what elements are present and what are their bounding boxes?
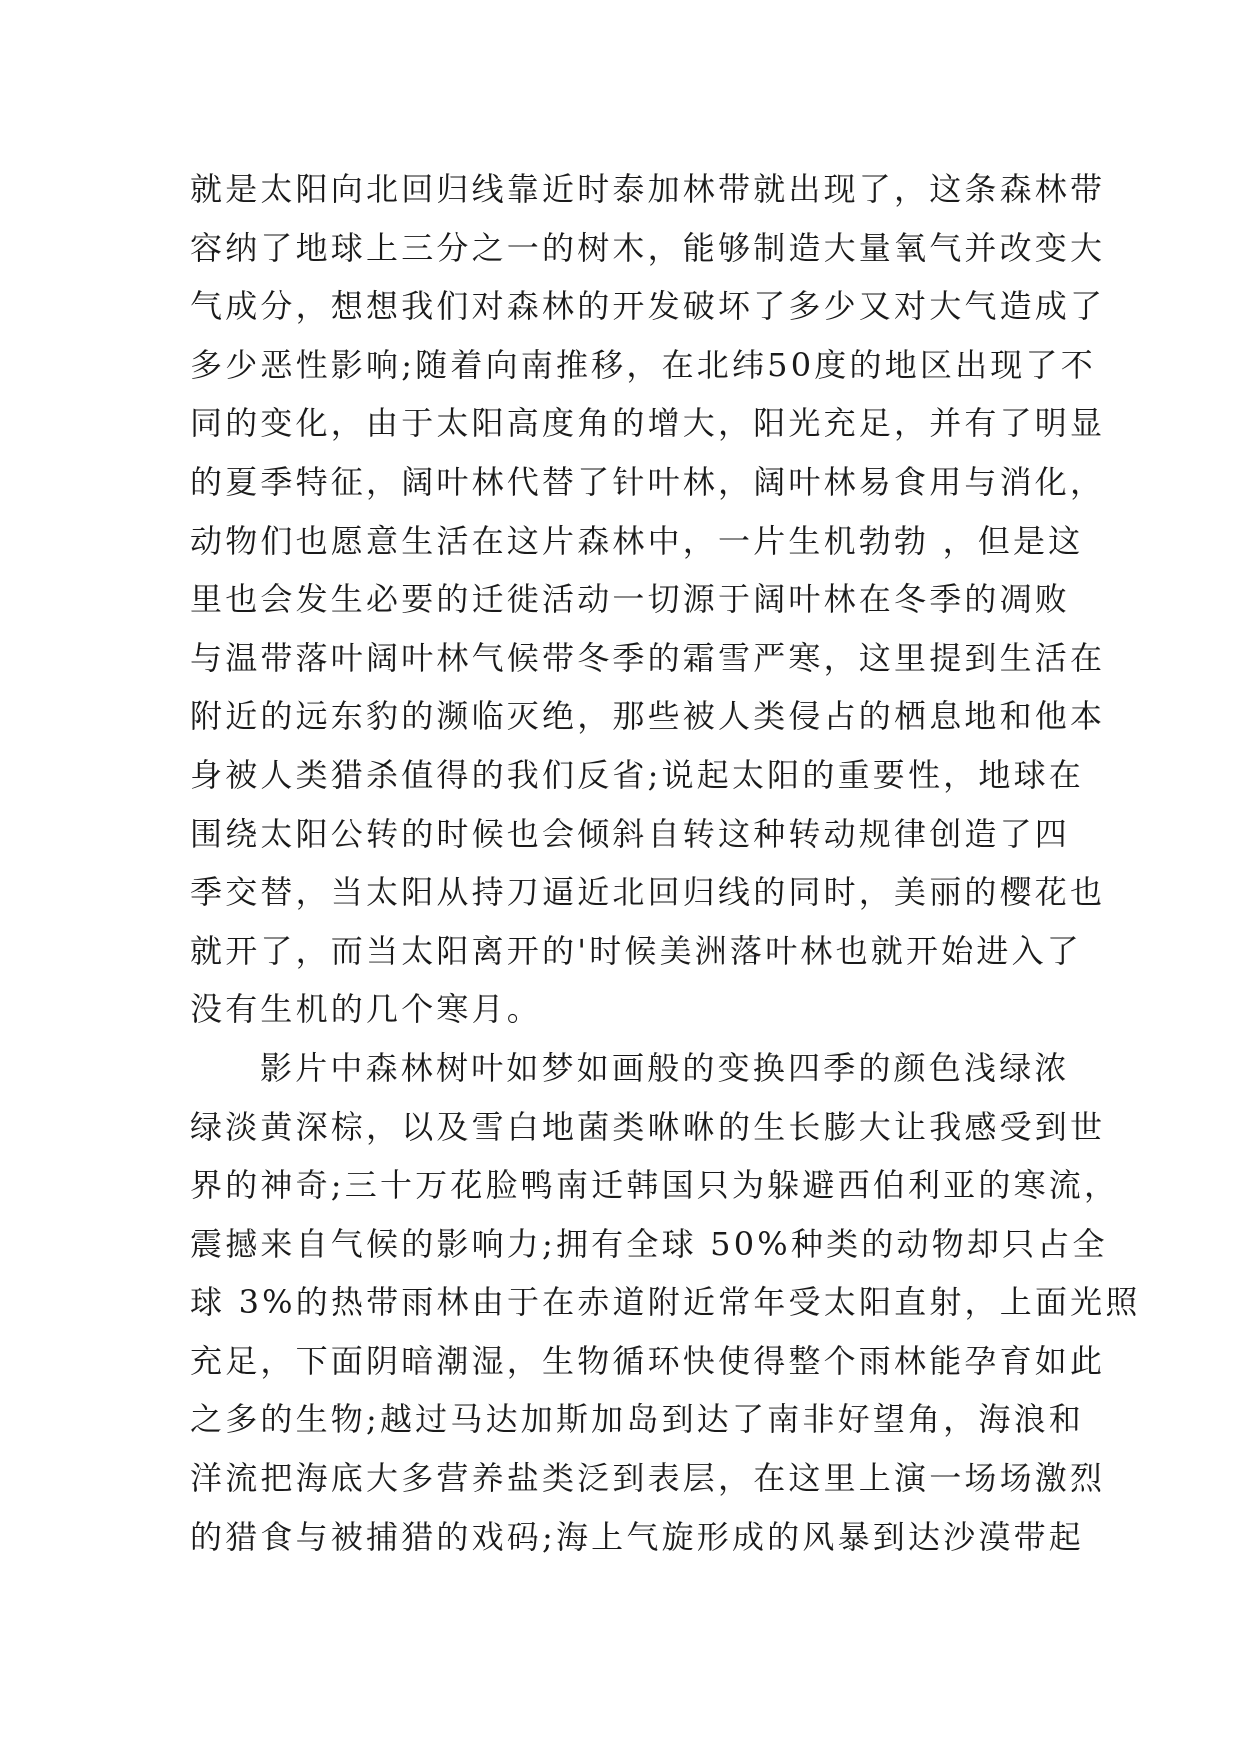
text-line: 界的神奇;三十万花脸鸭南迁韩国只为躲避西伯利亚的寒流， <box>190 1166 1120 1205</box>
text-line: 震撼来自气候的影响力;拥有全球 50%种类的动物却只占全 <box>190 1224 1108 1263</box>
text-line: 多少恶性影响;随着向南推移，在北纬50度的地区出现了不 <box>190 345 1096 384</box>
text-line: 就开了，而当太阳离开的'时候美洲落叶林也就开始进入了 <box>190 931 1082 970</box>
text-line: 同的变化，由于太阳高度角的增大，阳光充足，并有了明显 <box>190 404 1106 443</box>
paragraph-1 <box>190 160 1106 1039</box>
text-line: 气成分，想想我们对森林的开发破坏了多少又对大气造成了 <box>190 287 1106 326</box>
text-line: 容纳了地球上三分之一的树木，能够制造大量氧气并改变大 <box>190 228 1106 267</box>
text-line: 球 3%的热带雨林由于在赤道附近常年受太阳直射，上面光照 <box>190 1283 1141 1322</box>
text-line: 的夏季特征，阔叶林代替了针叶林，阔叶林易食用与消化， <box>190 462 1106 501</box>
paragraph-2 <box>190 1039 1141 1566</box>
text-line: 之多的生物;越过马达加斯加岛到达了南非好望角，海浪和 <box>190 1400 1084 1439</box>
text-line: 就是太阳向北回归线靠近时泰加林带就出现了，这条森林带 <box>190 170 1106 208</box>
text-line: 充足，下面阴暗潮湿，生物循环快使得整个雨林能孕育如此 <box>190 1341 1106 1380</box>
body-text <box>190 160 1141 1566</box>
text-line: 与温带落叶阔叶林气候带冬季的霜雪严寒，这里提到生活在 <box>190 638 1106 677</box>
text-line: 动物们也愿意生活在这片森林中，一片生机勃勃 ，但是这 <box>190 521 1084 560</box>
text-line: 洋流把海底大多营养盐类泛到表层，在这里上演一场场激烈 <box>190 1459 1106 1498</box>
text-line: 季交替，当太阳从持刀逼近北回归线的同时，美丽的樱花也 <box>190 873 1106 912</box>
text-line: 附近的远东豹的濒临灭绝，那些被人类侵占的栖息地和他本 <box>190 697 1106 736</box>
text-line: 身被人类猎杀值得的我们反省;说起太阳的重要性，地球在 <box>190 755 1084 794</box>
text-line: 的猎食与被捕猎的戏码;海上气旋形成的风暴到达沙漠带起 <box>190 1517 1084 1556</box>
text-line: 绿淡黄深棕，以及雪白地菌类咻咻的生长膨大让我感受到世 <box>190 1107 1106 1146</box>
text-line: 围绕太阳公转的时候也会倾斜自转这种转动规律创造了四 <box>190 814 1071 853</box>
text-line-indented: 影片中森林树叶如梦如画般的变换四季的颜色浅绿浓 <box>260 1048 1070 1087</box>
text-line: 没有生机的几个寒月。 <box>190 990 543 1029</box>
text-line: 里也会发生必要的迁徙活动一切源于阔叶林在冬季的凋败 <box>190 580 1071 619</box>
